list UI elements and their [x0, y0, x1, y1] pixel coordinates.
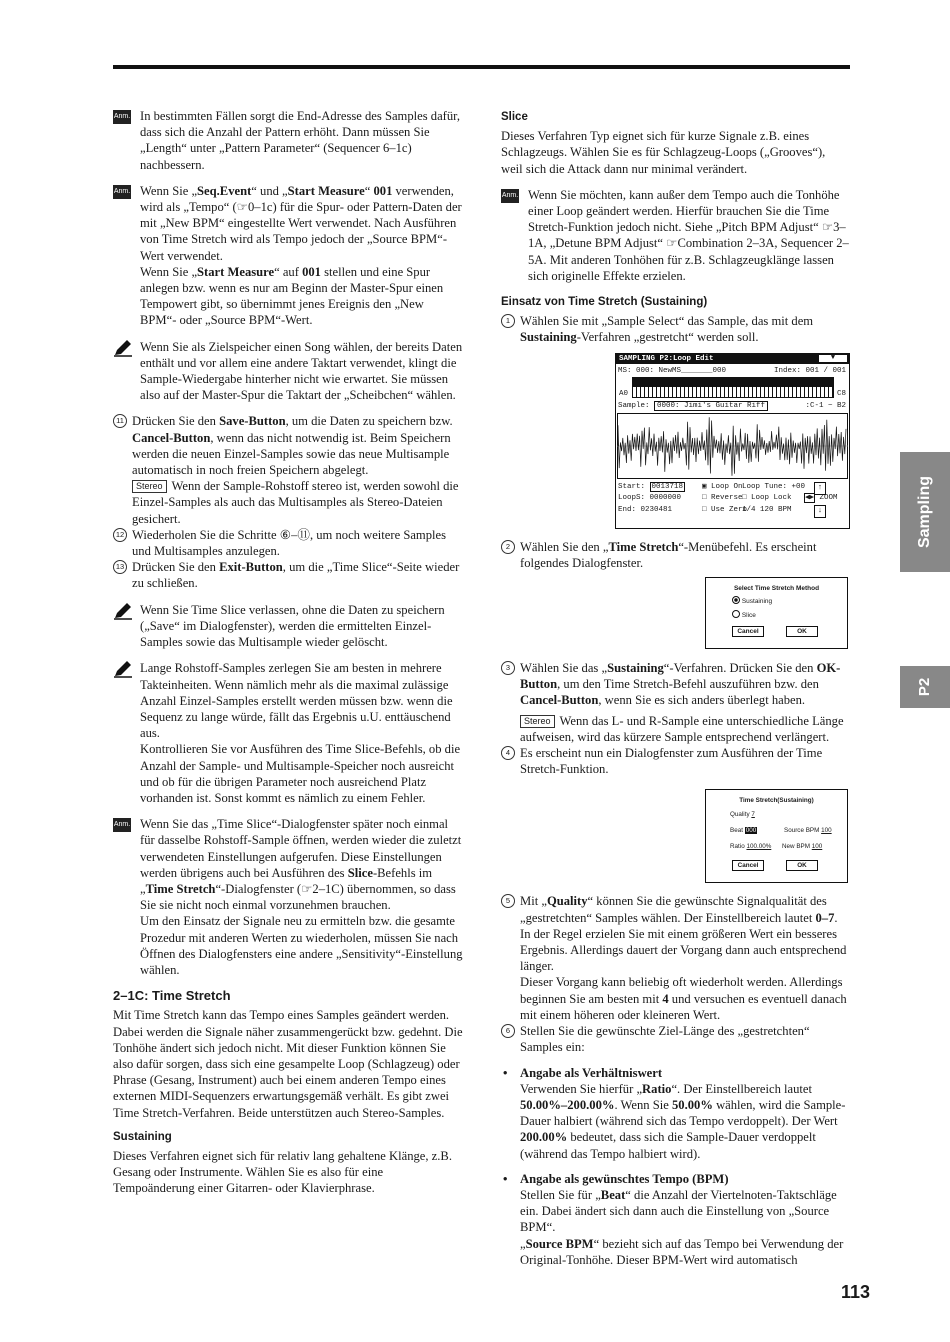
einsatz-heading: Einsatz von Time Stretch (Sustaining) — [501, 296, 708, 309]
step-number: 1 — [501, 314, 515, 328]
dialog-title: Select Time Stretch Method — [733, 585, 820, 593]
step-number: 11 — [113, 414, 127, 428]
step-number: 3 — [501, 661, 515, 675]
section-heading: 2–1C: Time Stretch — [113, 988, 231, 1004]
step-text: Wählen Sie den „Time Stretch“-Menübefehl. Es erscheint folgendes Dialogfenster. — [520, 539, 817, 570]
slice-body: Dieses Verfahren Typ eignet sich für kurze Signale z.B. eines Schlagzeugs. Wählen Sie es für Schlagzeug-Loops („Grooves“), weil sich die Attack dann nur minimal verändert. — [501, 129, 826, 176]
step-text: Mit „Quality“ können Sie die gewünschte Signalqualität des „gestretchten“ Samples wählen. Der Einstellbereich lautet 0–7. In der Regel erzielen Sie mit einem größeren Wert ein besseres Ergebnis. Allerdings dauert der Vorgang dann auch entsprechend länger. — [520, 894, 847, 974]
lcd-title-bar — [616, 354, 849, 364]
step-11 — [113, 413, 463, 526]
bullet-text: „Source BPM“ bezieht sich auf das Tempo bei Verwendung der Original-Tonhöhe. Dieser BPM-Wert wird automatisch — [520, 1236, 844, 1267]
cancel-button[interactable]: Cancel — [732, 860, 764, 871]
sustaining-heading: Sustaining — [113, 1130, 172, 1143]
note-text: Wenn Sie als Zielspeicher einen Song wählen, der bereits Daten enthält und vor allem eine andere Taktart verwendet, klingt die Sample-Wiedergabe hinterher nicht wie erwartet. Sie müssen also auf der Master-Spur die Taktart der „Scheibchen“ wählen. — [140, 339, 463, 403]
sustaining-body: Dieses Verfahren eignet sich für relativ lang gehaltene Klänge, z.B. Gesang oder Instrumente. Wählen Sie es also für eine Tempoänderung einer Gitarren- oder Klavierphrase. — [113, 1148, 452, 1196]
source-bpm-field[interactable]: Source BPM 100 — [784, 827, 832, 835]
step-4 — [501, 745, 850, 777]
bullet-bpm — [501, 1171, 850, 1268]
dialog-time-stretch — [705, 789, 848, 883]
step-text: Drücken Sie den Exit-Button, um die „Time Slice“-Seite wieder zu schließen. — [132, 560, 460, 591]
anm-note-time-slice — [113, 816, 463, 978]
note-text: Wenn Sie „Seq.Event“ und „Start Measure“ 001 verwenden, wird als „Tempo“ (☞0–1c) für die Spur- oder Pattern-Daten der mit „New BPM“ eingestellte Wert verwendet. Nach Ausführen von Time Stretch wird als Tempo jedoch der „Source BPM“-Wert verwendet. — [140, 183, 462, 263]
step-12 — [113, 527, 463, 559]
stereo-badge: Stereo — [132, 480, 167, 493]
step-number: 6 — [501, 1024, 515, 1038]
step-text: Drücken Sie den Save-Button, um die Daten zu speichern bzw. Cancel-Button, wenn das nicht notwendig ist. Beim Speichern werden die neuen Einzel-Samples sowie das neue Multisample automatisch in noch freien Speichern abgelegt. — [132, 414, 453, 478]
lcd-index: Index: 001 / 001 — [773, 366, 846, 375]
waveform-display — [617, 413, 848, 479]
pencil-note-icon — [113, 339, 133, 357]
step-number: 5 — [501, 894, 515, 908]
bullet-title: Angabe als Verhältniswert — [520, 1065, 663, 1080]
note-text: Um den Einsatz der Signale neu zu ermitteln bzw. die gesamte Prozedur mit anderen Werten zu wiederholen, müssen Sie nach Öffnen des Dialogfensters eine andere „Sensitivity“-Einstellung wählen. — [140, 914, 463, 977]
left-column — [113, 108, 463, 1197]
bullet-icon: • — [503, 1065, 508, 1080]
quality-field[interactable]: Quality 7 — [730, 811, 755, 819]
beat-field[interactable]: Beat 000 — [730, 827, 757, 835]
key-low-label: A0 — [619, 389, 629, 398]
dialog-title: Time Stretch(Sustaining) — [739, 797, 814, 805]
lcd-loop-edit — [615, 353, 850, 529]
pencil-note-icon — [113, 602, 133, 620]
step-2 — [501, 539, 850, 571]
step-text: Es erscheint nun ein Dialogfenster zum Ausführen der Time Stretch-Funktion. — [520, 746, 823, 777]
new-bpm-field[interactable]: New BPM 100 — [782, 843, 823, 851]
lcd-param-grid[interactable]: Start: 0013718 ▣ Loop On Loop Tune: +00 ↑ LoopS: 0000000 □ Reverse □ Loop Lock ◀▶ ZOOM End: 0230481 □ Use Zero 1/4 120 BPM ↓ — [618, 482, 847, 517]
note-text: Wenn Sie möchten, kann außer dem Tempo auch die Tonhöhe einer Loop geändert werden. Hierfür brauchen Sie die Time Stretch-Funktion jedoch nicht. Siehe „Pitch BPM Adjust“ ☞3–1A, „Detune BPM Adjust“ ☞Combination 2–3A, Sequencer 2–5A. Mit anderen Tonhöhen für z.B. Schlagzeugklänge lassen sich originelle Effekte erzielen. — [528, 187, 849, 283]
step-number: 13 — [113, 560, 127, 574]
step-13 — [113, 559, 463, 591]
step-text: Wählen Sie das „Sustaining“-Verfahren. Drücken Sie den OK-Button, um den Time Stretch-Befehl auszuführen bzw. den Cancel-Button, wenn Sie es sich anders überlegt haben. — [520, 661, 841, 708]
pen-note-exit — [113, 602, 463, 651]
cancel-button[interactable]: Cancel — [732, 626, 764, 637]
ratio-field[interactable]: Ratio 100.00% — [730, 843, 772, 851]
page-number: 113 — [840, 1282, 870, 1302]
ok-button[interactable]: OK — [786, 860, 818, 871]
menu-arrow-icon[interactable]: ▼ — [819, 355, 847, 362]
anm-note-pitch — [501, 187, 850, 284]
step-text: Wiederholen Sie die Schritte ⑥–⑪, um noch weitere Samples und Multisamples anzulegen. — [132, 527, 447, 559]
note-text: In bestimmten Fällen sorgt die End-Adresse des Samples dafür, dass sich die Anzahl der Pattern erhöht. Dann müssen Sie „Length“ unter „Pattern Parameter“ (Sequencer 6–1c) nachbessern. — [140, 109, 460, 172]
stereo-badge: Stereo — [520, 715, 555, 728]
stereo-note: Stereo Wenn der Sample-Rohstoff stereo ist, werden sowohl die Einzel-Samples als auch das Multisamples als Stereo-Dateien gesichert. — [132, 479, 459, 526]
step-number: 2 — [501, 540, 515, 554]
section-body: Mit Time Stretch kann das Tempo eines Samples geändert werden. Dabei werden die Signale näher zusammengerückt bzw. gedehnt. Die Tonhöhe ändert sich jedoch nicht. Mit dieser Funktion können Sie also dafür sorgen, dass sich eine gesampelte Loop (Schlagzeug) oder Phrase (Gesang, Instrument) auch bei einem anderen Tempo eines externen MIDI-Sequenzers erwartungsgemäß verhält. Es gibt zwei Time Stretch-Verfahren. Beide unterstützen auch Stereo-Samples. — [113, 1008, 463, 1120]
note-text: Lange Rohstoff-Samples zerlegen Sie am besten in mehrere Takteinheiten. Wenn nämlich mehr als die maximal zulässige Anzahl Einzel-Samples erstellt werden müssen bzw. wenn die Sequenz zu lange würde, fällt das Ergebnis u.U. enttäuschend aus. — [140, 661, 453, 741]
step-text: Wählen Sie mit „Sample Select“ das Sample, das mit dem Sustaining-Verfahren „gestretcht“ werden soll. — [520, 314, 814, 345]
step-number: 4 — [501, 746, 515, 760]
bullet-title: Angabe als gewünschtes Tempo (BPM) — [520, 1171, 729, 1186]
pen-note-song-target — [113, 339, 463, 404]
anm-icon: Anm. — [113, 185, 131, 199]
anm-icon: Anm. — [113, 110, 131, 124]
key-high-label: C8 — [836, 389, 846, 398]
note-text: Kontrollieren Sie vor Ausführen des Time Slice-Befehls, ob die Anzahl der Sample- und Multisample-Speicher noch ausreicht und ob für die übrigen Parameter noch ausreichend Platz vorhanden ist. Sonst kommt es nämlich zu einem Fehler. — [140, 742, 461, 805]
step-5 — [501, 893, 850, 1023]
stereo-note: Stereo Wenn das L- und R-Sample eine unterschiedliche Länge aufweisen, wird das kürzere Sample entsprechend verlängert. — [520, 713, 844, 744]
lcd-title: SAMPLING P2:Loop Edit — [619, 354, 714, 363]
step-text: Dieser Vorgang kann beliebig oft wiederholt werden. Allerdings beginnen Sie am besten mit 4 und versuchen es eventuell danach mit einem höheren oder kleineren Wert. — [520, 975, 847, 1022]
anm-icon: Anm. — [501, 189, 519, 203]
note-text: Wenn Sie Time Slice verlassen, ohne die Daten zu speichern („Save“ im Dialogfenster), werden die ermittelten Einzel-Samples sowie das Multisample wieder gelöscht. — [140, 602, 445, 650]
lcd-ms-row[interactable]: MS: 000: NewMS_______000 — [618, 366, 727, 375]
radio-sustaining[interactable]: Sustaining — [732, 596, 772, 606]
note-text: Wenn Sie „Start Measure“ auf 001 stellen und eine Spur anlegen bzw. wenn es nur am Beginn der Master-Spur einen Tempowert gibt, so übernimmt jenes Ereignis den „New BPM“- oder „Source BPM“-Wert. — [140, 264, 444, 328]
anm-note-pattern — [113, 108, 463, 173]
lcd-sample-row[interactable]: Sample: 0000: Jimi's Guitar Riff :C-1 ~ B2 — [618, 401, 846, 410]
bullet-icon: • — [503, 1171, 508, 1186]
note-text: Wenn Sie das „Time Slice“-Dialogfenster später noch einmal für dasselbe Rohstoff-Sample öffnen, werden wieder die zuletzt verwendeten Einstellungen aufgerufen. Diese Einstellungen werden übrigens auch bei Ausführen des Slice-Befehls im „Time Stretch“-Dialogfenster (☞2–1C) übernommen, so dass Sie sie nicht noch einmal vorzunehmen brauchen. — [140, 817, 462, 913]
right-column — [501, 108, 850, 1268]
pencil-note-icon — [113, 660, 133, 678]
bullet-text: Verwenden Sie hierfür „Ratio“. Der Einstellbereich lautet 50.00%–200.00%. Wenn Sie 50.00% wählen, wird die Sample-Dauer halbiert (während sich das Tempo verdoppelt). Der Wert 200.00% bedeutet, dass sich die Sample-Dauer verdoppelt (während das Tempo halbiert wird). — [520, 1081, 846, 1161]
anm-note-seq-event — [113, 183, 463, 329]
bullet-ratio — [501, 1065, 850, 1162]
bullet-text: Stellen Sie für „Beat“ die Anzahl der Viertelnoten-Taktschläge ein. Dabei ändert sich dann auch die Einstellung von „Source BPM“. — [520, 1187, 837, 1235]
step-number: 12 — [113, 528, 127, 542]
dialog-select-method — [705, 577, 848, 649]
radio-slice[interactable]: Slice — [732, 610, 756, 620]
step-text: Stellen Sie die gewünschte Ziel-Länge des „gestretchten“ Samples ein: — [520, 1024, 810, 1055]
keyboard-graphic — [632, 386, 834, 398]
step-6 — [501, 1023, 850, 1055]
pen-note-long-samples — [113, 660, 463, 806]
step-3 — [501, 660, 850, 745]
anm-icon: Anm. — [113, 818, 131, 832]
ok-button[interactable]: OK — [786, 626, 818, 637]
top-rule — [113, 65, 850, 69]
side-tab-sampling: Sampling — [900, 452, 950, 572]
slice-heading: Slice — [501, 111, 528, 123]
side-tab-p2: P2 — [900, 666, 950, 708]
step-1 — [501, 313, 850, 345]
